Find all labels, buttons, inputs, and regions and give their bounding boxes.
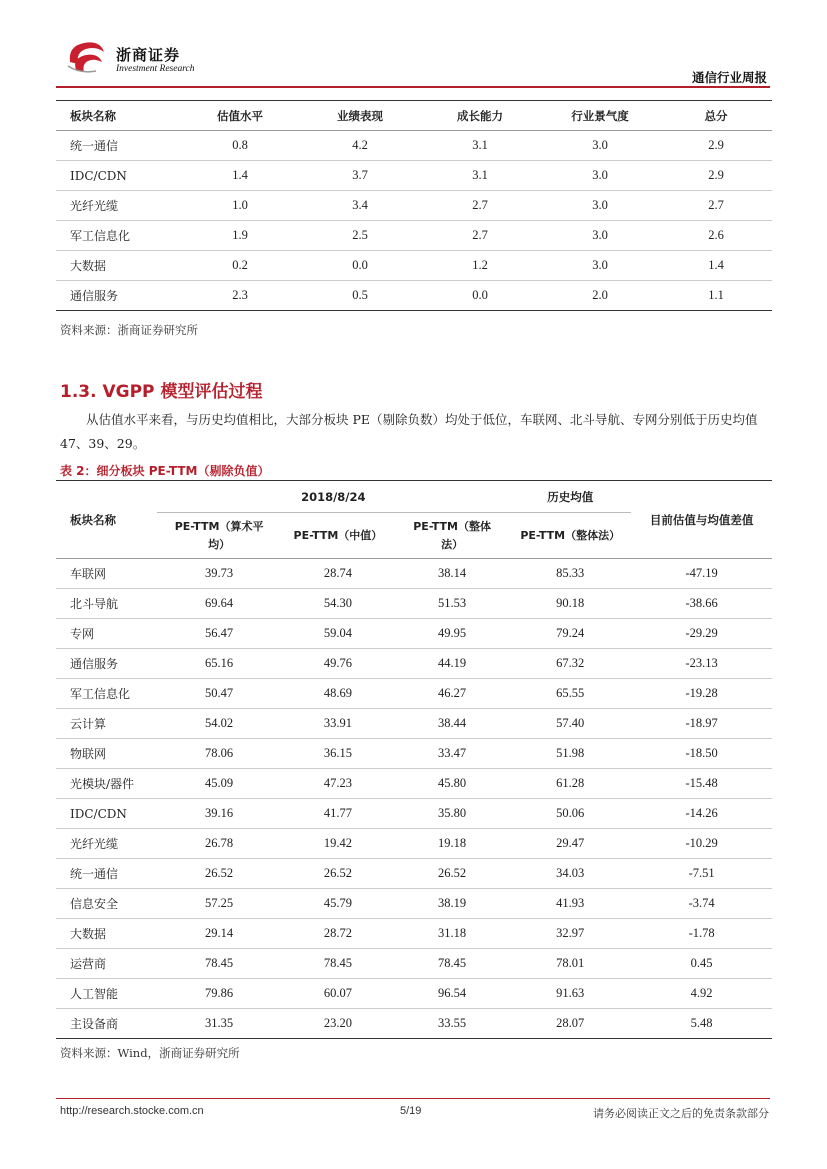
table-row [56, 221, 772, 251]
value-cell: 38.14 [438, 566, 467, 580]
value-cell: -14.26 [685, 806, 718, 820]
table-row [56, 1009, 772, 1039]
value-cell: 3.0 [592, 138, 608, 152]
column-header: 业绩表现 [337, 108, 383, 123]
value-cell: 36.15 [323, 746, 352, 760]
value-cell: 1.4 [708, 258, 724, 272]
value-cell: -47.19 [685, 566, 718, 580]
value-cell: 0.2 [232, 258, 248, 272]
value-cell: 2.7 [708, 198, 724, 212]
value-cell: 32.97 [556, 926, 585, 940]
sector-name-cell: 云计算 [70, 717, 107, 731]
sector-name-cell: 军工信息化 [70, 229, 131, 243]
sector-name-cell: 光模块/器件 [70, 777, 135, 791]
table2-source: 资料来源：Wind，浙商证券研究所 [60, 1046, 240, 1060]
sector-name-cell: 专网 [70, 627, 95, 641]
column-header: 板块名称 [70, 108, 116, 123]
value-cell: 2.6 [708, 228, 724, 242]
value-cell: 69.64 [205, 596, 234, 610]
value-cell: 28.07 [556, 1016, 585, 1030]
value-cell: 26.52 [205, 866, 234, 880]
value-cell: 45.79 [323, 896, 352, 910]
sector-name-cell: 统一通信 [70, 139, 119, 153]
table-row [56, 739, 772, 769]
footer-url-link[interactable]: http://research.stocke.com.cn [60, 1105, 204, 1117]
vgpp-score-table [56, 100, 772, 311]
value-cell: 2.5 [352, 228, 368, 242]
column-header: PE-TTM（整体法） [413, 519, 491, 551]
value-cell: 45.80 [438, 776, 467, 790]
table-row [56, 799, 772, 829]
table-row [56, 679, 772, 709]
value-cell: 41.93 [556, 896, 585, 910]
value-cell: -19.28 [685, 686, 718, 700]
value-cell: -18.50 [685, 746, 718, 760]
value-cell: 3.1 [472, 168, 488, 182]
section-title: 1.3. VGPP 模型评估过程 [60, 382, 263, 402]
column-header: 板块名称 [70, 512, 116, 527]
value-cell: -10.29 [685, 836, 718, 850]
value-cell: 2.7 [472, 228, 488, 242]
table-row [56, 191, 772, 221]
value-cell: 38.44 [438, 716, 467, 730]
value-cell: 78.45 [438, 956, 467, 970]
value-cell: 0.8 [232, 138, 248, 152]
column-group-header: 历史均值 [509, 481, 631, 513]
table-header-row [56, 101, 772, 131]
value-cell: 34.03 [556, 866, 585, 880]
value-cell: 4.2 [352, 138, 368, 152]
value-cell: 78.45 [323, 956, 352, 970]
sector-name-cell: 通信服务 [70, 657, 119, 671]
value-cell: 23.20 [323, 1016, 352, 1030]
value-cell: 3.0 [592, 168, 608, 182]
sector-name-cell: 光纤光缆 [70, 837, 119, 851]
value-cell: 0.0 [472, 288, 488, 302]
company-logo-icon [66, 40, 108, 74]
table-row [56, 589, 772, 619]
value-cell: 3.7 [352, 168, 368, 182]
value-cell: 28.72 [323, 926, 352, 940]
value-cell: -23.13 [685, 656, 718, 670]
value-cell: 50.06 [556, 806, 585, 820]
column-header: 行业景气度 [571, 108, 629, 123]
value-cell: 31.18 [438, 926, 467, 940]
value-cell: 85.33 [556, 566, 585, 580]
value-cell: 0.0 [352, 258, 368, 272]
value-cell: 29.47 [556, 836, 585, 850]
value-cell: 28.74 [323, 566, 352, 580]
logo-english-name: Investment Research [116, 64, 195, 74]
value-cell: 79.86 [205, 986, 234, 1000]
value-cell: 51.98 [556, 746, 585, 760]
sector-name-cell: 运营商 [70, 957, 107, 971]
value-cell: 54.02 [205, 716, 234, 730]
sector-name-cell: 北斗导航 [70, 597, 119, 611]
value-cell: 50.47 [205, 686, 234, 700]
sector-name-cell: 车联网 [70, 567, 107, 581]
value-cell: 1.0 [232, 198, 248, 212]
value-cell: 78.06 [205, 746, 234, 760]
column-header: PE-TTM（整体法） [520, 528, 621, 542]
value-cell: 4.92 [690, 986, 713, 1000]
value-cell: -38.66 [685, 596, 718, 610]
value-cell: 3.4 [352, 198, 368, 212]
table-row [56, 889, 772, 919]
value-cell: 2.7 [472, 198, 488, 212]
value-cell: 1.1 [708, 288, 724, 302]
value-cell: 90.18 [556, 596, 585, 610]
sector-name-cell: 军工信息化 [70, 687, 131, 701]
value-cell: 26.52 [323, 866, 352, 880]
value-cell: 57.40 [556, 716, 585, 730]
value-cell: 78.45 [205, 956, 234, 970]
table2-caption: 表 2：细分板块 PE-TTM（剔除负值） [60, 464, 270, 478]
value-cell: 46.27 [438, 686, 467, 700]
column-group-header: 2018/8/24 [157, 481, 509, 513]
value-cell: 3.0 [592, 258, 608, 272]
value-cell: 1.4 [232, 168, 248, 182]
value-cell: 1.9 [232, 228, 248, 242]
value-cell: 65.16 [205, 656, 234, 670]
footer-divider [56, 1098, 770, 1099]
value-cell: 49.76 [323, 656, 352, 670]
value-cell: 57.25 [205, 896, 234, 910]
table-row [56, 709, 772, 739]
value-cell: 39.73 [205, 566, 234, 580]
table-row [56, 769, 772, 799]
table-row [56, 251, 772, 281]
value-cell: 41.77 [323, 806, 352, 820]
value-cell: 19.42 [323, 836, 352, 850]
column-header: 总分 [704, 108, 728, 123]
value-cell: 45.09 [205, 776, 234, 790]
sector-name-cell: 物联网 [70, 747, 107, 761]
value-cell: 2.3 [232, 288, 248, 302]
value-cell: 19.18 [438, 836, 467, 850]
sector-name-cell: 人工智能 [70, 987, 119, 1001]
sector-name-cell: IDC/CDN [70, 806, 127, 821]
table-row [56, 619, 772, 649]
sector-name-cell: 大数据 [70, 259, 107, 273]
logo-chinese-name: 浙商证券 [116, 46, 181, 64]
header-divider [56, 86, 770, 88]
value-cell: -29.29 [685, 626, 718, 640]
value-cell: 3.0 [592, 198, 608, 212]
value-cell: 44.19 [438, 656, 467, 670]
table-row [56, 859, 772, 889]
value-cell: 38.19 [438, 896, 467, 910]
value-cell: 0.5 [352, 288, 368, 302]
report-type: 通信行业周报 [691, 70, 767, 85]
table-row [56, 161, 772, 191]
column-header: 估值水平 [217, 108, 263, 123]
value-cell: 47.23 [323, 776, 352, 790]
table-row [56, 281, 772, 311]
column-header: PE-TTM（算术平均） [174, 519, 264, 551]
value-cell: 59.04 [323, 626, 352, 640]
value-cell: 26.52 [438, 866, 467, 880]
value-cell: 2.9 [708, 168, 724, 182]
value-cell: 5.48 [690, 1016, 713, 1030]
sector-name-cell: IDC/CDN [70, 168, 127, 183]
value-cell: 65.55 [556, 686, 585, 700]
value-cell: 1.2 [472, 258, 488, 272]
value-cell: -1.78 [688, 926, 715, 940]
value-cell: 48.69 [323, 686, 352, 700]
value-cell: 56.47 [205, 626, 234, 640]
value-cell: -7.51 [688, 866, 715, 880]
value-cell: 3.1 [472, 138, 488, 152]
value-cell: 29.14 [205, 926, 234, 940]
value-cell: -3.74 [688, 896, 715, 910]
table-row [56, 829, 772, 859]
table-row [56, 919, 772, 949]
value-cell: 2.9 [708, 138, 724, 152]
section-paragraph: 从估值水平来看，与历史均值相比，大部分板块 PE（剔除负数）均处于低位，车联网、北斗导航、专网分别低于历史均值 47、39、29。 [60, 412, 758, 451]
value-cell: -18.97 [685, 716, 718, 730]
sector-name-cell: 通信服务 [70, 289, 119, 303]
table-row [56, 131, 772, 161]
value-cell: 26.78 [205, 836, 234, 850]
sector-name-cell: 大数据 [70, 927, 107, 941]
table1-source: 资料来源：浙商证券研究所 [60, 323, 198, 337]
column-header: PE-TTM（中值） [293, 528, 383, 542]
table-row [56, 979, 772, 1009]
page-number: 5/19 [400, 1105, 422, 1117]
table-row [56, 559, 772, 589]
value-cell: 31.35 [205, 1016, 234, 1030]
sector-name-cell: 光纤光缆 [70, 199, 119, 213]
value-cell: 3.0 [592, 228, 608, 242]
value-cell: 79.24 [556, 626, 585, 640]
table-header-row [56, 481, 772, 513]
value-cell: 67.32 [556, 656, 585, 670]
sector-name-cell: 主设备商 [70, 1017, 119, 1031]
pe-ttm-table [56, 480, 772, 1039]
value-cell: -15.48 [685, 776, 718, 790]
table-row [56, 649, 772, 679]
value-cell: 51.53 [438, 596, 467, 610]
value-cell: 91.63 [556, 986, 585, 1000]
column-header: 成长能力 [457, 108, 503, 123]
value-cell: 60.07 [323, 986, 352, 1000]
value-cell: 61.28 [556, 776, 585, 790]
value-cell: 33.91 [323, 716, 352, 730]
sector-name-cell: 信息安全 [70, 897, 119, 911]
footer-disclaimer: 请务必阅读正文之后的免责条款部分 [593, 1107, 769, 1120]
column-header: 目前估值与均值差值 [649, 512, 754, 527]
value-cell: 33.55 [438, 1016, 467, 1030]
value-cell: 0.45 [690, 956, 713, 970]
value-cell: 35.80 [438, 806, 467, 820]
value-cell: 49.95 [438, 626, 467, 640]
value-cell: 54.30 [323, 596, 352, 610]
sector-name-cell: 统一通信 [70, 867, 119, 881]
value-cell: 78.01 [556, 956, 585, 970]
value-cell: 39.16 [205, 806, 234, 820]
value-cell: 33.47 [438, 746, 467, 760]
value-cell: 2.0 [592, 288, 608, 302]
table-row [56, 949, 772, 979]
value-cell: 96.54 [438, 986, 467, 1000]
